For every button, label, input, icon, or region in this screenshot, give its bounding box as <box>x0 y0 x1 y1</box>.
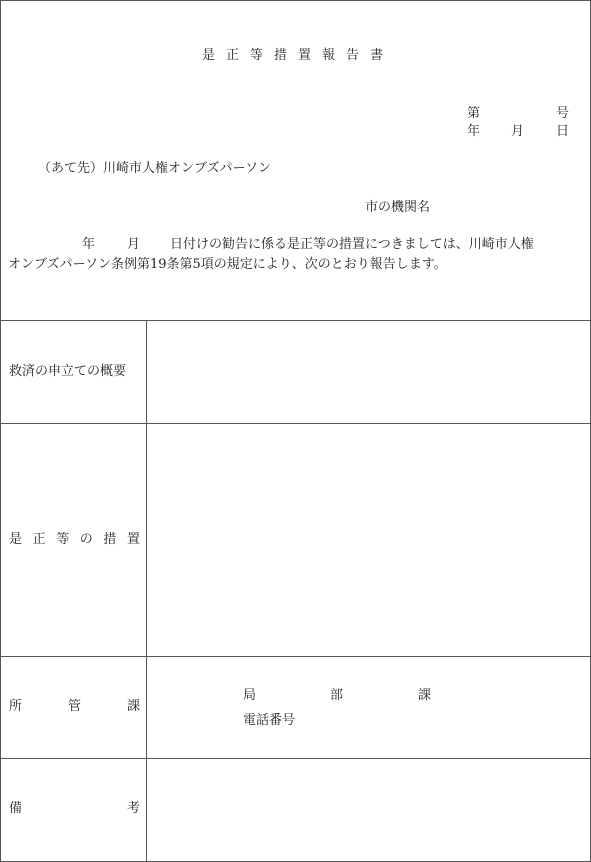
remarks-label-char: 備 <box>9 801 23 816</box>
measures-label-char: 措 <box>103 532 117 547</box>
body-year: 年 <box>82 237 96 252</box>
dept-field[interactable] <box>147 657 590 758</box>
number-dai: 第 <box>467 106 481 121</box>
number-go: 号 <box>556 106 570 121</box>
sender-agency: 市の機関名 <box>365 200 431 215</box>
body-month: 月 <box>127 237 141 252</box>
measures-field[interactable] <box>147 424 590 656</box>
dept-phone-label: 電話番号 <box>243 713 296 728</box>
addressee: （あて先）川崎市人権オンブズパーソン <box>38 161 271 176</box>
dept-bu: 部 <box>330 688 344 703</box>
measures-label-char: 等 <box>56 532 70 547</box>
date-year: 年 <box>467 124 481 139</box>
measures-label-char: の <box>79 532 93 547</box>
measures-label-char: 正 <box>32 532 46 547</box>
date-month: 月 <box>511 124 525 139</box>
body-text-line2: オンブズパーソン条例第19条第5項の規定により、次のとおり報告します。 <box>8 257 447 272</box>
summary-label: 救済の申立ての概要 <box>9 364 127 379</box>
date-day: 日 <box>556 124 570 139</box>
document-title: 是正等措置報告書 <box>202 48 395 63</box>
dept-label-char: 所 <box>9 699 23 714</box>
dept-ka: 課 <box>418 688 432 703</box>
dept-label-char: 管 <box>67 699 81 714</box>
dept-label-char: 課 <box>126 699 140 714</box>
remarks-label-char: 考 <box>126 801 140 816</box>
measures-label-char: 置 <box>126 532 140 547</box>
dept-label <box>9 699 140 715</box>
measures-label-char: 是 <box>9 532 23 547</box>
remarks-label <box>9 801 140 817</box>
body-text-line1: 日付けの勧告に係る是正等の措置につきましては、川崎市人権 <box>170 237 534 252</box>
summary-field[interactable] <box>147 321 590 423</box>
dept-kyoku: 局 <box>243 688 257 703</box>
remarks-field[interactable] <box>147 759 590 861</box>
measures-label <box>9 532 140 548</box>
